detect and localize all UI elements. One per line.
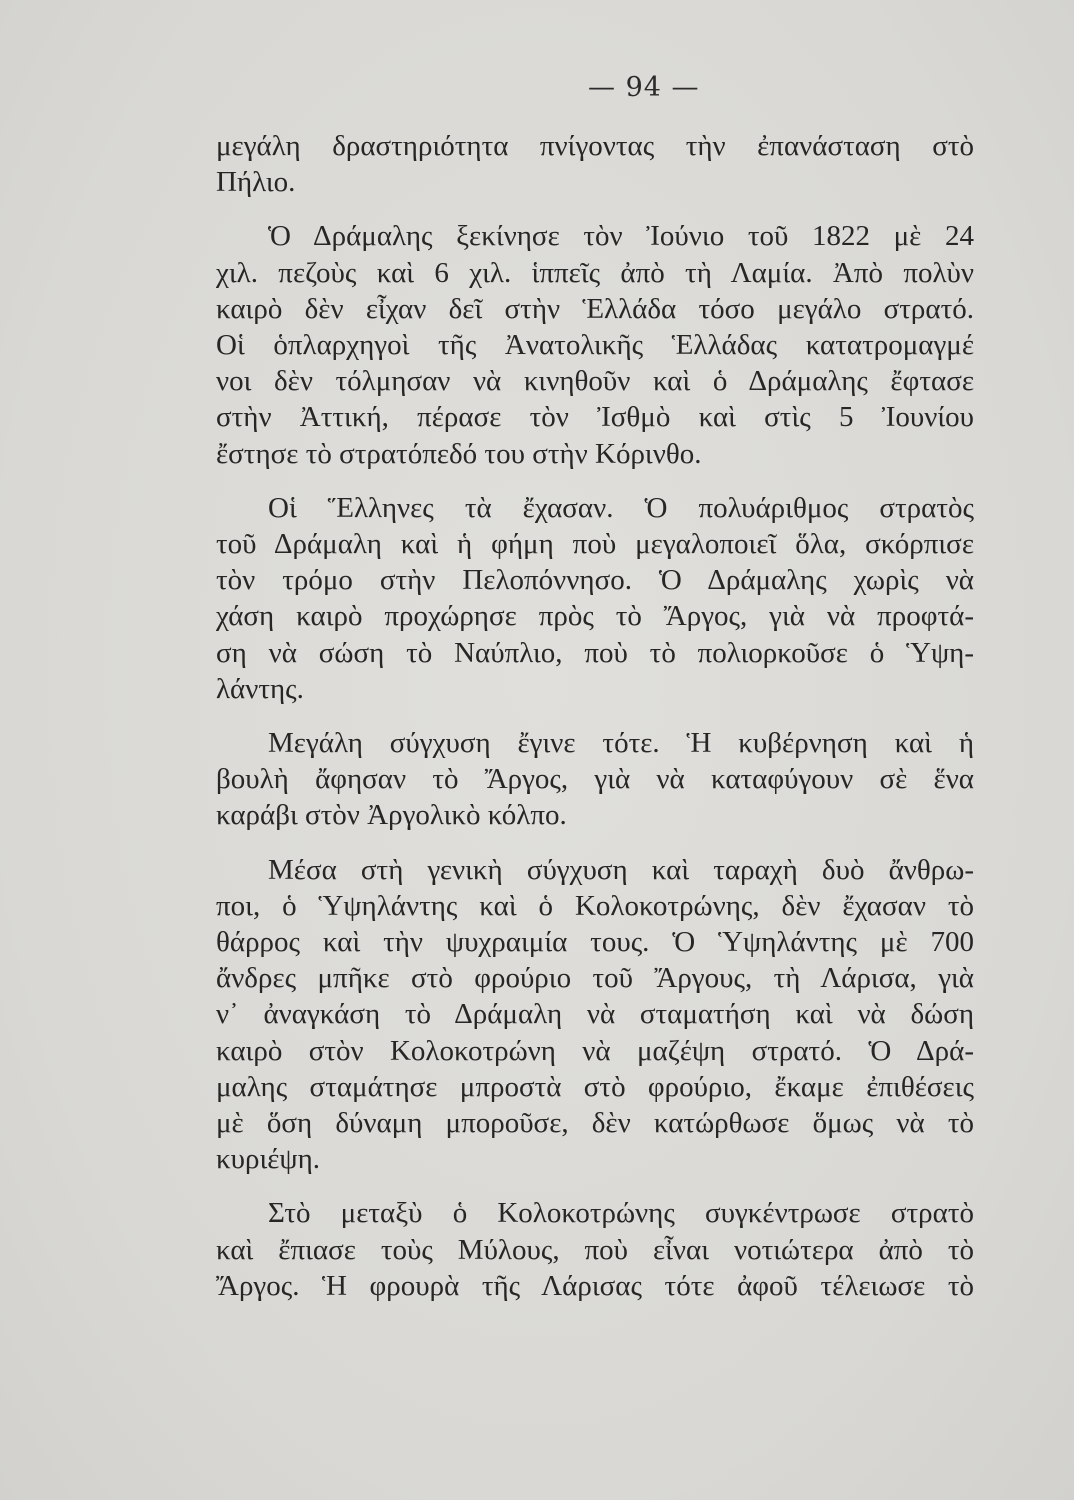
paragraph-4 — [216, 725, 974, 834]
body-text — [216, 128, 974, 1304]
paragraph-5 — [216, 852, 974, 1178]
text-line: Μέσα στὴ γενικὴ σύγχυση καὶ ταραχὴ δυὸ ἄνθρω- — [268, 853, 974, 886]
text-line: καιρὸ στὸν Κολοκοτρώνη νὰ μαζέψη στρατό. Ὁ Δρά- — [216, 1034, 974, 1067]
text-line: θάρρος καὶ τὴν ψυχραιμία τους. Ὁ Ὑψηλάντης μὲ 700 — [216, 926, 974, 959]
text-line: ση νὰ σώση τὸ Ναύπλιο, ποὺ τὸ πολιορκοῦσε ὁ Ὑψη- — [216, 636, 974, 669]
text-line: νοι δὲν τόλμησαν νὰ κινηθοῦν καὶ ὁ Δράμαλης ἔφτασε — [216, 365, 974, 398]
paragraph-2 — [216, 218, 974, 471]
text-line: ἄνδρες μπῆκε στὸ φρούριο τοῦ Ἄργους, τὴ Λάρισα, γιὰ — [216, 962, 974, 995]
text-line: Ὁ Δράμαλης ξεκίνησε τὸν Ἰούνιο τοῦ 1822 μὲ 24 — [268, 220, 974, 253]
text-line: κυριέψη. — [216, 1143, 320, 1176]
paragraph-3 — [216, 490, 974, 707]
text-line: Οἱ Ἕλληνες τὰ ἔχασαν. Ὁ πολυάριθμος στρατὸς — [268, 491, 974, 524]
text-line: ἔστησε τὸ στρατόπεδό του στὴν Κόρινθο. — [216, 437, 702, 470]
text-line: στὴν Ἀττική, πέρασε τὸν Ἰσθμὸ καὶ στὶς 5 Ἰουνίου — [216, 401, 974, 434]
text-line: τὸν τρόμο στὴν Πελοπόννησο. Ὁ Δράμαλης χωρὶς νὰ — [216, 564, 974, 597]
text-line: Μεγάλη σύγχυση ἔγινε τότε. Ἡ κυβέρνηση καὶ ἡ — [268, 727, 974, 760]
text-line: Πήλιο. — [216, 166, 296, 199]
paragraph-6 — [216, 1195, 974, 1304]
text-line: λάντης. — [216, 672, 304, 705]
text-line: ποι, ὁ Ὑψηλάντης καὶ ὁ Κολοκοτρώνης, δὲν ἔχασαν τὸ — [216, 889, 974, 922]
text-line: βουλὴ ἄφησαν τὸ Ἄργος, γιὰ νὰ καταφύγουν σὲ ἕνα — [216, 763, 974, 796]
text-line: μὲ ὅση δύναμη μποροῦσε, δὲν κατώρθωσε ὅμως νὰ τὸ — [216, 1107, 974, 1140]
text-line: μεγάλη δραστηριότητα πνίγοντας τὴν ἐπανάσταση στὸ — [216, 130, 974, 162]
text-line: Ἄργος. Ἡ φρουρὰ τῆς Λάρισας τότε ἀφοῦ τέλειωσε τὸ — [216, 1269, 974, 1302]
text-line: χιλ. πεζοὺς καὶ 6 χιλ. ἱππεῖς ἀπὸ τὴ Λαμία. Ἀπὸ πολὺν — [216, 256, 974, 289]
text-line: καράβι στὸν Ἀργολικὸ κόλπο. — [216, 799, 567, 832]
text-line: Στὸ μεταξὺ ὁ Κολοκοτρώνης συγκέντρωσε στρατὸ — [268, 1197, 974, 1230]
text-line: τοῦ Δράμαλη καὶ ἡ φήμη ποὺ μεγαλοποιεῖ ὅλα, σκόρπισε — [216, 528, 974, 561]
text-line: καιρὸ δὲν εἶχαν δεῖ στὴν Ἑλλάδα τόσο μεγάλο στρατό. — [216, 292, 974, 325]
text-line: ν᾽ ἀναγκάση τὸ Δράμαλη νὰ σταματήση καὶ νὰ δώση — [216, 998, 974, 1031]
text-line: καὶ ἔπιασε τοὺς Μύλους, ποὺ εἶναι νοτιώτερα ἀπὸ τὸ — [216, 1233, 974, 1266]
paragraph-1 — [216, 128, 974, 200]
text-line: χάση καιρὸ προχώρησε πρὸς τὸ Ἄργος, γιὰ νὰ προφτά- — [216, 600, 974, 633]
text-line: μαλης σταμάτησε μπροστὰ στὸ φρούριο, ἔκαμε ἐπιθέσεις — [216, 1070, 974, 1103]
page-number: — 94 — — [588, 72, 700, 103]
text-line: Οἱ ὁπλαρχηγοὶ τῆς Ἀνατολικῆς Ἑλλάδας κατατρομαγμέ — [216, 329, 974, 362]
